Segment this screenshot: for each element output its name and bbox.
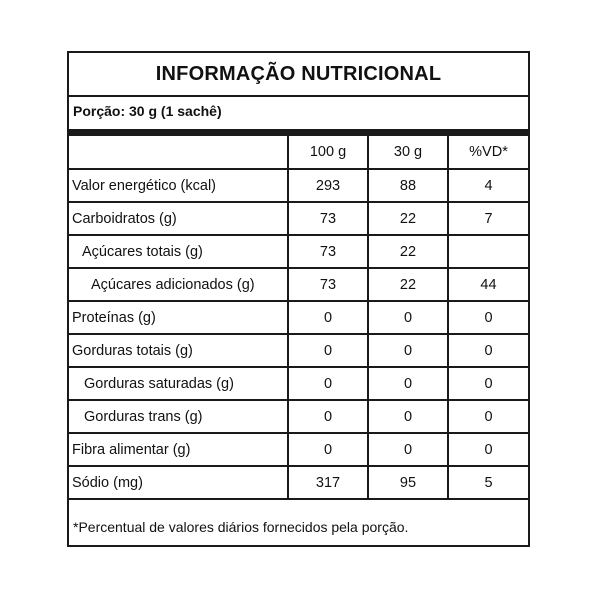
table-row <box>69 235 528 268</box>
table-row <box>69 367 528 400</box>
nutrient-name: Sódio (mg) <box>69 466 288 499</box>
table-row <box>69 400 528 433</box>
nutrient-name: Gorduras trans (g) <box>69 400 288 433</box>
value-per-100g: 73 <box>288 268 368 301</box>
value-per-portion: 0 <box>368 334 448 367</box>
value-daily-percent: 0 <box>448 334 528 367</box>
value-per-portion: 0 <box>368 367 448 400</box>
value-per-100g: 293 <box>288 169 368 202</box>
value-per-portion: 0 <box>368 400 448 433</box>
table-row <box>69 334 528 367</box>
nutrient-name: Gorduras totais (g) <box>69 334 288 367</box>
table-row <box>69 466 528 499</box>
value-per-100g: 317 <box>288 466 368 499</box>
nutrient-name: Açúcares adicionados (g) <box>69 268 288 301</box>
footnote: *Percentual de valores diários fornecidos pela porção. <box>73 519 409 535</box>
nutrient-name: Proteínas (g) <box>69 301 288 334</box>
value-daily-percent: 5 <box>448 466 528 499</box>
value-per-100g: 0 <box>288 433 368 466</box>
value-per-portion: 88 <box>368 169 448 202</box>
value-per-portion: 95 <box>368 466 448 499</box>
nutrition-table <box>69 136 528 500</box>
value-daily-percent: 0 <box>448 433 528 466</box>
value-per-100g: 0 <box>288 334 368 367</box>
table-row <box>69 268 528 301</box>
table-row <box>69 202 528 235</box>
value-per-100g: 0 <box>288 301 368 334</box>
value-per-portion: 22 <box>368 202 448 235</box>
nutrition-facts-label <box>67 51 530 547</box>
value-per-100g: 73 <box>288 202 368 235</box>
value-per-portion: 0 <box>368 433 448 466</box>
value-daily-percent: 0 <box>448 301 528 334</box>
value-daily-percent: 7 <box>448 202 528 235</box>
header-per-100g: 100 g <box>288 136 368 169</box>
value-daily-percent <box>448 235 528 268</box>
value-daily-percent: 0 <box>448 400 528 433</box>
nutrient-name: Gorduras saturadas (g) <box>69 367 288 400</box>
nutrient-name: Fibra alimentar (g) <box>69 433 288 466</box>
value-daily-percent: 44 <box>448 268 528 301</box>
header-daily-value: %VD* <box>448 136 528 169</box>
value-per-100g: 0 <box>288 400 368 433</box>
table-row <box>69 433 528 466</box>
table-row <box>69 301 528 334</box>
label-title: INFORMAÇÃO NUTRICIONAL <box>155 63 442 85</box>
nutrient-name: Valor energético (kcal) <box>69 169 288 202</box>
header-nutrient <box>69 136 288 169</box>
portion-size: Porção: 30 g (1 sachê) <box>73 103 222 119</box>
nutrient-name: Açúcares totais (g) <box>69 235 288 268</box>
header-per-portion: 30 g <box>368 136 448 169</box>
nutrient-name: Carboidratos (g) <box>69 202 288 235</box>
value-per-portion: 0 <box>368 301 448 334</box>
value-per-100g: 0 <box>288 367 368 400</box>
table-header-row <box>69 136 528 169</box>
portion-divider <box>69 129 528 136</box>
value-per-portion: 22 <box>368 235 448 268</box>
value-daily-percent: 4 <box>448 169 528 202</box>
value-daily-percent: 0 <box>448 367 528 400</box>
value-per-portion: 22 <box>368 268 448 301</box>
value-per-100g: 73 <box>288 235 368 268</box>
table-row <box>69 169 528 202</box>
